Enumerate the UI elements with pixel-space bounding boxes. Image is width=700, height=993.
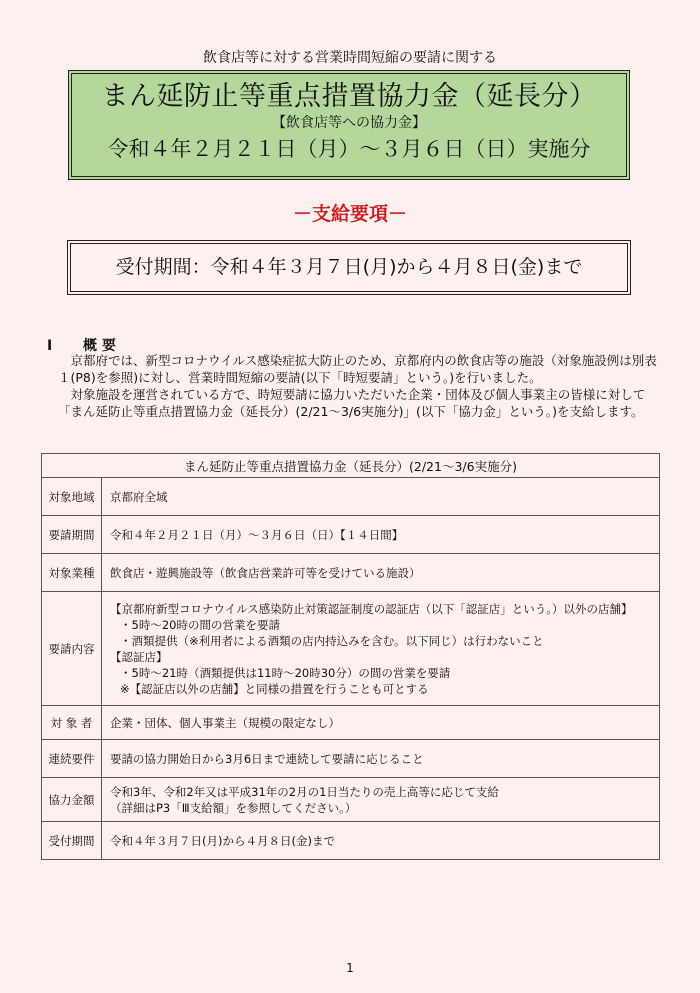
section-title: 概 要 — [83, 338, 116, 354]
summary-table — [41, 453, 660, 860]
row-value — [102, 554, 660, 592]
row-label: 要請内容 — [42, 592, 102, 706]
table-row — [42, 740, 660, 778]
row-value-line: 【京都府新型コロナウイルス感染防止対策認証制度の認証店（以下「認証店」という。）以外の店舗】 — [110, 601, 633, 616]
row-value-line: ・5時～20時の間の営業を要請 — [120, 617, 280, 632]
table-body — [42, 478, 660, 860]
page-number: 1 — [346, 961, 354, 975]
row-value — [102, 822, 660, 860]
row-value-line: 【認証店】 — [110, 649, 168, 664]
row-value-line: ・5時～21時（酒類提供は11時～20時30分）の間の営業を要請 — [120, 665, 451, 680]
section-number: Ⅰ — [47, 338, 53, 354]
row-value-line: 令和４年３月７日(月)から４月８日(金)まで — [110, 833, 335, 848]
row-value-line: 令和４年２月２１日（月）～３月６日（日）【１４日間】 — [110, 527, 404, 542]
table-row — [42, 706, 660, 740]
implementation-period: 令和４年２月２１日（月）～３月６日（日）実施分 — [107, 137, 591, 161]
row-value-line: 令和3年、令和2年又は平成31年の2月の1日当たりの売上高等に応じて支給 — [110, 784, 499, 799]
table-row — [42, 778, 660, 822]
table-row — [42, 478, 660, 516]
row-label: 対象業種 — [42, 554, 102, 592]
shikyu-heading: －支給要項－ — [292, 203, 407, 225]
title-box — [68, 70, 630, 180]
overview-paragraph: 対象施設を運営されている方で、時短要請に協力いただいた企業・団体及び個人事業主の皆様に対して「まん延防止等重点措置協力金（延長分）(2/21～3/6実施分)」(以下「協力金」という。)を支給します。 — [58, 387, 646, 419]
row-value — [102, 706, 660, 740]
table-row — [42, 592, 660, 706]
row-label: 要請期間 — [42, 516, 102, 554]
row-value — [102, 592, 660, 706]
table-row — [42, 516, 660, 554]
uketsuke-banner — [67, 240, 631, 295]
row-value — [102, 778, 660, 822]
row-value-line: ※【認証店以外の店舗】と同様の措置を行うことも可とする — [120, 681, 429, 696]
uketsuke-banner-text: 受付期間：令和４年３月７日(月)から４月８日(金)まで — [115, 256, 583, 278]
row-value-line: （詳細はP3「Ⅲ支給額」を参照してください。） — [110, 800, 357, 815]
row-value-line: ・酒類提供（※利用者による酒類の店内持込みを含む。以下同じ）は行わないこと — [120, 633, 544, 648]
row-value-line: 飲食店・遊興施設等（飲食店営業許可等を受けている施設） — [110, 565, 421, 580]
overview-text — [58, 352, 661, 420]
row-label: 対象地域 — [42, 478, 102, 516]
pretitle: 飲食店等に対する営業時間短縮の要請に関する — [203, 50, 497, 66]
page-subtitle: 【飲食店等への協力金】 — [272, 115, 426, 131]
row-label: 連続要件 — [42, 740, 102, 778]
overview-paragraph: 京都府では、新型コロナウイルス感染症拡大防止のため、京都府内の飲食店等の施設（対象施設例は別表１(P8)を参照)に対し、営業時間短縮の要請(以下「時短要請」という。)を行いました。 — [58, 353, 657, 385]
row-value — [102, 516, 660, 554]
row-value-line: 企業・団体、個人事業主（規模の限定なし） — [110, 715, 340, 730]
row-value-line: 京都府全域 — [110, 489, 168, 504]
row-label: 受付期間 — [42, 822, 102, 860]
row-label: 協力金額 — [42, 778, 102, 822]
row-value — [102, 740, 660, 778]
page-title: まん延防止等重点措置協力金（延長分） — [101, 81, 597, 112]
row-label: 対 象 者 — [42, 706, 102, 740]
row-value-line: 要請の協力開始日から3月6日まで連続して要請に応じること — [110, 751, 424, 766]
table-caption: まん延防止等重点措置協力金（延長分）(2/21～3/6実施分) — [42, 454, 660, 478]
table-row — [42, 554, 660, 592]
table-row — [42, 822, 660, 860]
row-value — [102, 478, 660, 516]
